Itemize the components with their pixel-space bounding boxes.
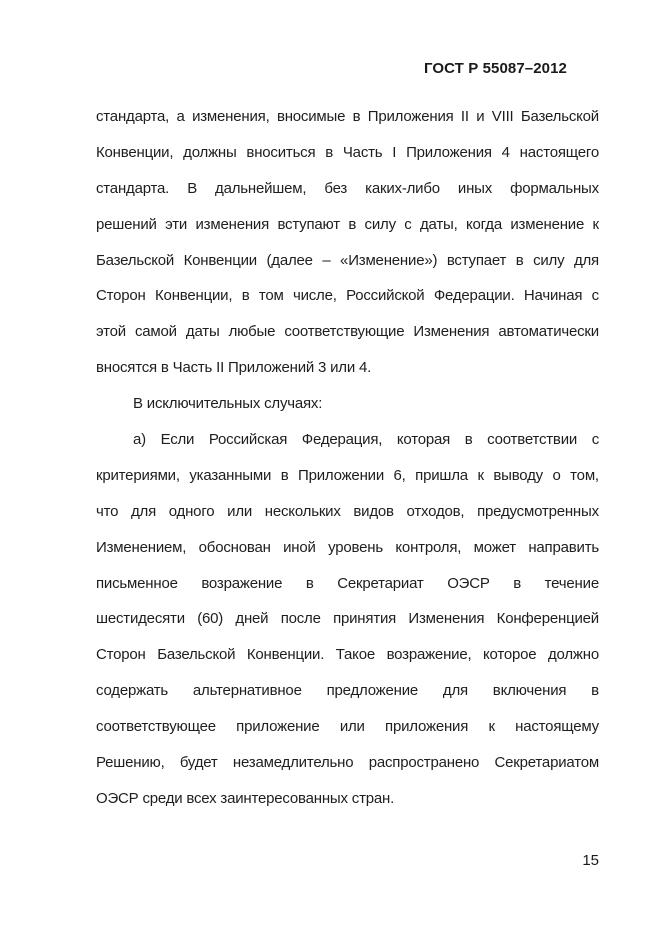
word: в <box>241 287 250 305</box>
word: Конвенции, <box>155 287 233 305</box>
word: уровень <box>328 538 383 556</box>
word: Секретариатом <box>494 754 599 772</box>
word: том <box>258 287 284 305</box>
line-text: В исключительных случаях: <box>133 395 323 413</box>
word: числе, <box>292 287 337 305</box>
word: В <box>187 179 197 197</box>
word: (далее <box>266 251 313 269</box>
word: формальных <box>510 179 599 197</box>
line-text: ОЭСР среди всех заинтересованных стран. <box>96 789 395 807</box>
text-line <box>96 637 599 673</box>
word: Изменения <box>413 323 490 341</box>
word: даты, <box>420 215 458 233</box>
word: в <box>280 466 289 484</box>
word: отходов, <box>406 502 465 520</box>
word: эти <box>165 215 188 233</box>
word: для <box>573 251 599 269</box>
line-text: вносятся в Часть II Приложений 3 или 4. <box>96 359 372 377</box>
word: которая <box>396 431 451 449</box>
word: нескольких <box>264 502 341 520</box>
word: 6, <box>393 466 406 484</box>
word: шестидесяти <box>96 610 185 628</box>
word: к <box>592 215 599 233</box>
word: соответствующие <box>284 323 405 341</box>
text-line <box>96 207 599 243</box>
word: без <box>324 179 348 197</box>
word: для <box>442 682 468 700</box>
text-line <box>96 709 599 745</box>
word: Федерации. <box>433 287 515 305</box>
text-line <box>96 314 599 350</box>
word: в <box>464 431 473 449</box>
text-line <box>96 494 599 530</box>
word: в <box>348 215 357 233</box>
word: изменение <box>510 215 585 233</box>
word: выводу <box>493 466 543 484</box>
word: критериями, <box>96 466 180 484</box>
word: соответствии <box>487 431 578 449</box>
word: решений <box>96 215 157 233</box>
word: о <box>552 466 561 484</box>
word: и <box>476 108 485 125</box>
word: с <box>591 431 599 449</box>
word: что <box>96 502 119 520</box>
word: пришла <box>415 466 468 484</box>
word: указанными <box>189 466 272 484</box>
word: направить <box>528 538 599 556</box>
word: принятия <box>333 610 397 628</box>
word: должны <box>183 143 237 161</box>
word: Базельской <box>520 108 599 125</box>
word: вступает <box>446 251 507 269</box>
text-line <box>96 745 599 781</box>
word: ОЭСР <box>447 574 490 592</box>
word: – <box>322 251 331 269</box>
word: приложения <box>385 718 469 736</box>
word: иной <box>283 538 316 556</box>
text-line <box>96 350 599 386</box>
word: одного <box>168 502 215 520</box>
page-number: 15 <box>582 852 599 869</box>
word: Решению, <box>96 754 165 772</box>
word: возражение <box>201 574 283 592</box>
word: а <box>176 108 185 125</box>
word: с <box>404 215 412 233</box>
word: для <box>130 502 157 520</box>
word: распространено <box>368 754 480 772</box>
word: I <box>392 143 397 161</box>
word: Часть <box>342 143 383 161</box>
text-line <box>96 386 599 422</box>
word: в <box>513 574 522 592</box>
word: Российская <box>208 431 288 449</box>
text-line <box>96 243 599 279</box>
word: Приложении <box>298 466 385 484</box>
word: или <box>227 502 253 520</box>
text-line <box>96 135 599 171</box>
word: стандарта, <box>96 108 170 125</box>
word: иных <box>457 179 493 197</box>
word: настоящему <box>515 718 599 736</box>
word: в <box>515 251 524 269</box>
word: самой <box>134 323 177 341</box>
word: Базельской <box>96 251 175 269</box>
word: предложение <box>326 682 419 700</box>
word: настоящего <box>519 143 599 161</box>
text-line <box>96 530 599 566</box>
word: содержать <box>96 682 169 700</box>
word: или <box>339 718 365 736</box>
word: дней <box>235 610 269 628</box>
word: изменения, <box>192 108 270 125</box>
word: течение <box>544 574 599 592</box>
word: после <box>280 610 321 628</box>
word: даты <box>185 323 220 341</box>
word: должно <box>548 646 599 664</box>
word: силу <box>364 215 396 233</box>
word: «Изменение») <box>340 251 438 269</box>
word: вносимые <box>276 108 346 125</box>
word: вступают <box>277 215 340 233</box>
word: незамедлительно <box>232 754 354 772</box>
word: может <box>473 538 516 556</box>
word: Конвенции, <box>96 143 174 161</box>
word: Конвенции. <box>246 646 325 664</box>
text-line <box>96 566 599 602</box>
word: предусмотренных <box>477 502 599 520</box>
word: Сторон <box>96 287 146 305</box>
word: видов <box>353 502 394 520</box>
word: включения <box>492 682 567 700</box>
text-line <box>96 422 599 458</box>
word: возражение, <box>386 646 472 664</box>
word: любые <box>228 323 276 341</box>
word: когда <box>466 215 502 233</box>
text-line <box>96 99 599 135</box>
word: контроля, <box>395 538 462 556</box>
word: Такое <box>335 646 375 664</box>
word: Базельской <box>157 646 236 664</box>
word: в <box>305 574 314 592</box>
word: стандарта. <box>96 179 170 197</box>
word: вноситься <box>246 143 316 161</box>
word: а) <box>133 431 146 449</box>
word: автоматически <box>498 323 599 341</box>
word: обоснован <box>198 538 271 556</box>
word: (60) <box>197 610 224 628</box>
text-line <box>96 171 599 207</box>
word: Российской <box>346 287 425 305</box>
word: письменное <box>96 574 178 592</box>
text-line <box>96 781 599 817</box>
word: 4 <box>501 143 510 161</box>
word: в <box>325 143 334 161</box>
word: Если <box>160 431 195 449</box>
word: силу <box>533 251 565 269</box>
word: VIII <box>491 108 514 125</box>
document-code-header: ГОСТ Р 55087–2012 <box>423 60 567 77</box>
word: альтернативное <box>192 682 302 700</box>
word: приложение <box>236 718 320 736</box>
word: к <box>477 466 484 484</box>
text-line <box>96 458 599 494</box>
word: Приложения <box>406 143 492 161</box>
body-text <box>96 99 599 817</box>
word: Секретариат <box>337 574 424 592</box>
word: дальнейшем, <box>215 179 307 197</box>
word: Федерация, <box>301 431 383 449</box>
text-line <box>96 278 599 314</box>
word: в <box>591 682 599 700</box>
word: к <box>488 718 495 736</box>
word: в <box>352 108 361 125</box>
word: которое <box>483 646 537 664</box>
word: каких-либо <box>365 179 440 197</box>
word: изменения <box>195 215 270 233</box>
word: Приложения <box>367 108 454 125</box>
word: II <box>460 108 469 125</box>
word: будет <box>179 754 218 772</box>
word: Конференцией <box>496 610 599 628</box>
word: с <box>591 287 599 305</box>
word: Изменения <box>408 610 485 628</box>
word: том, <box>570 466 599 484</box>
word: Изменением, <box>96 538 187 556</box>
word: Сторон <box>96 646 146 664</box>
word: соответствующее <box>96 718 216 736</box>
text-line <box>96 601 599 637</box>
word: Конвенции <box>183 251 257 269</box>
word: Начиная <box>523 287 583 305</box>
text-line <box>96 673 599 709</box>
word: этой <box>96 323 126 341</box>
